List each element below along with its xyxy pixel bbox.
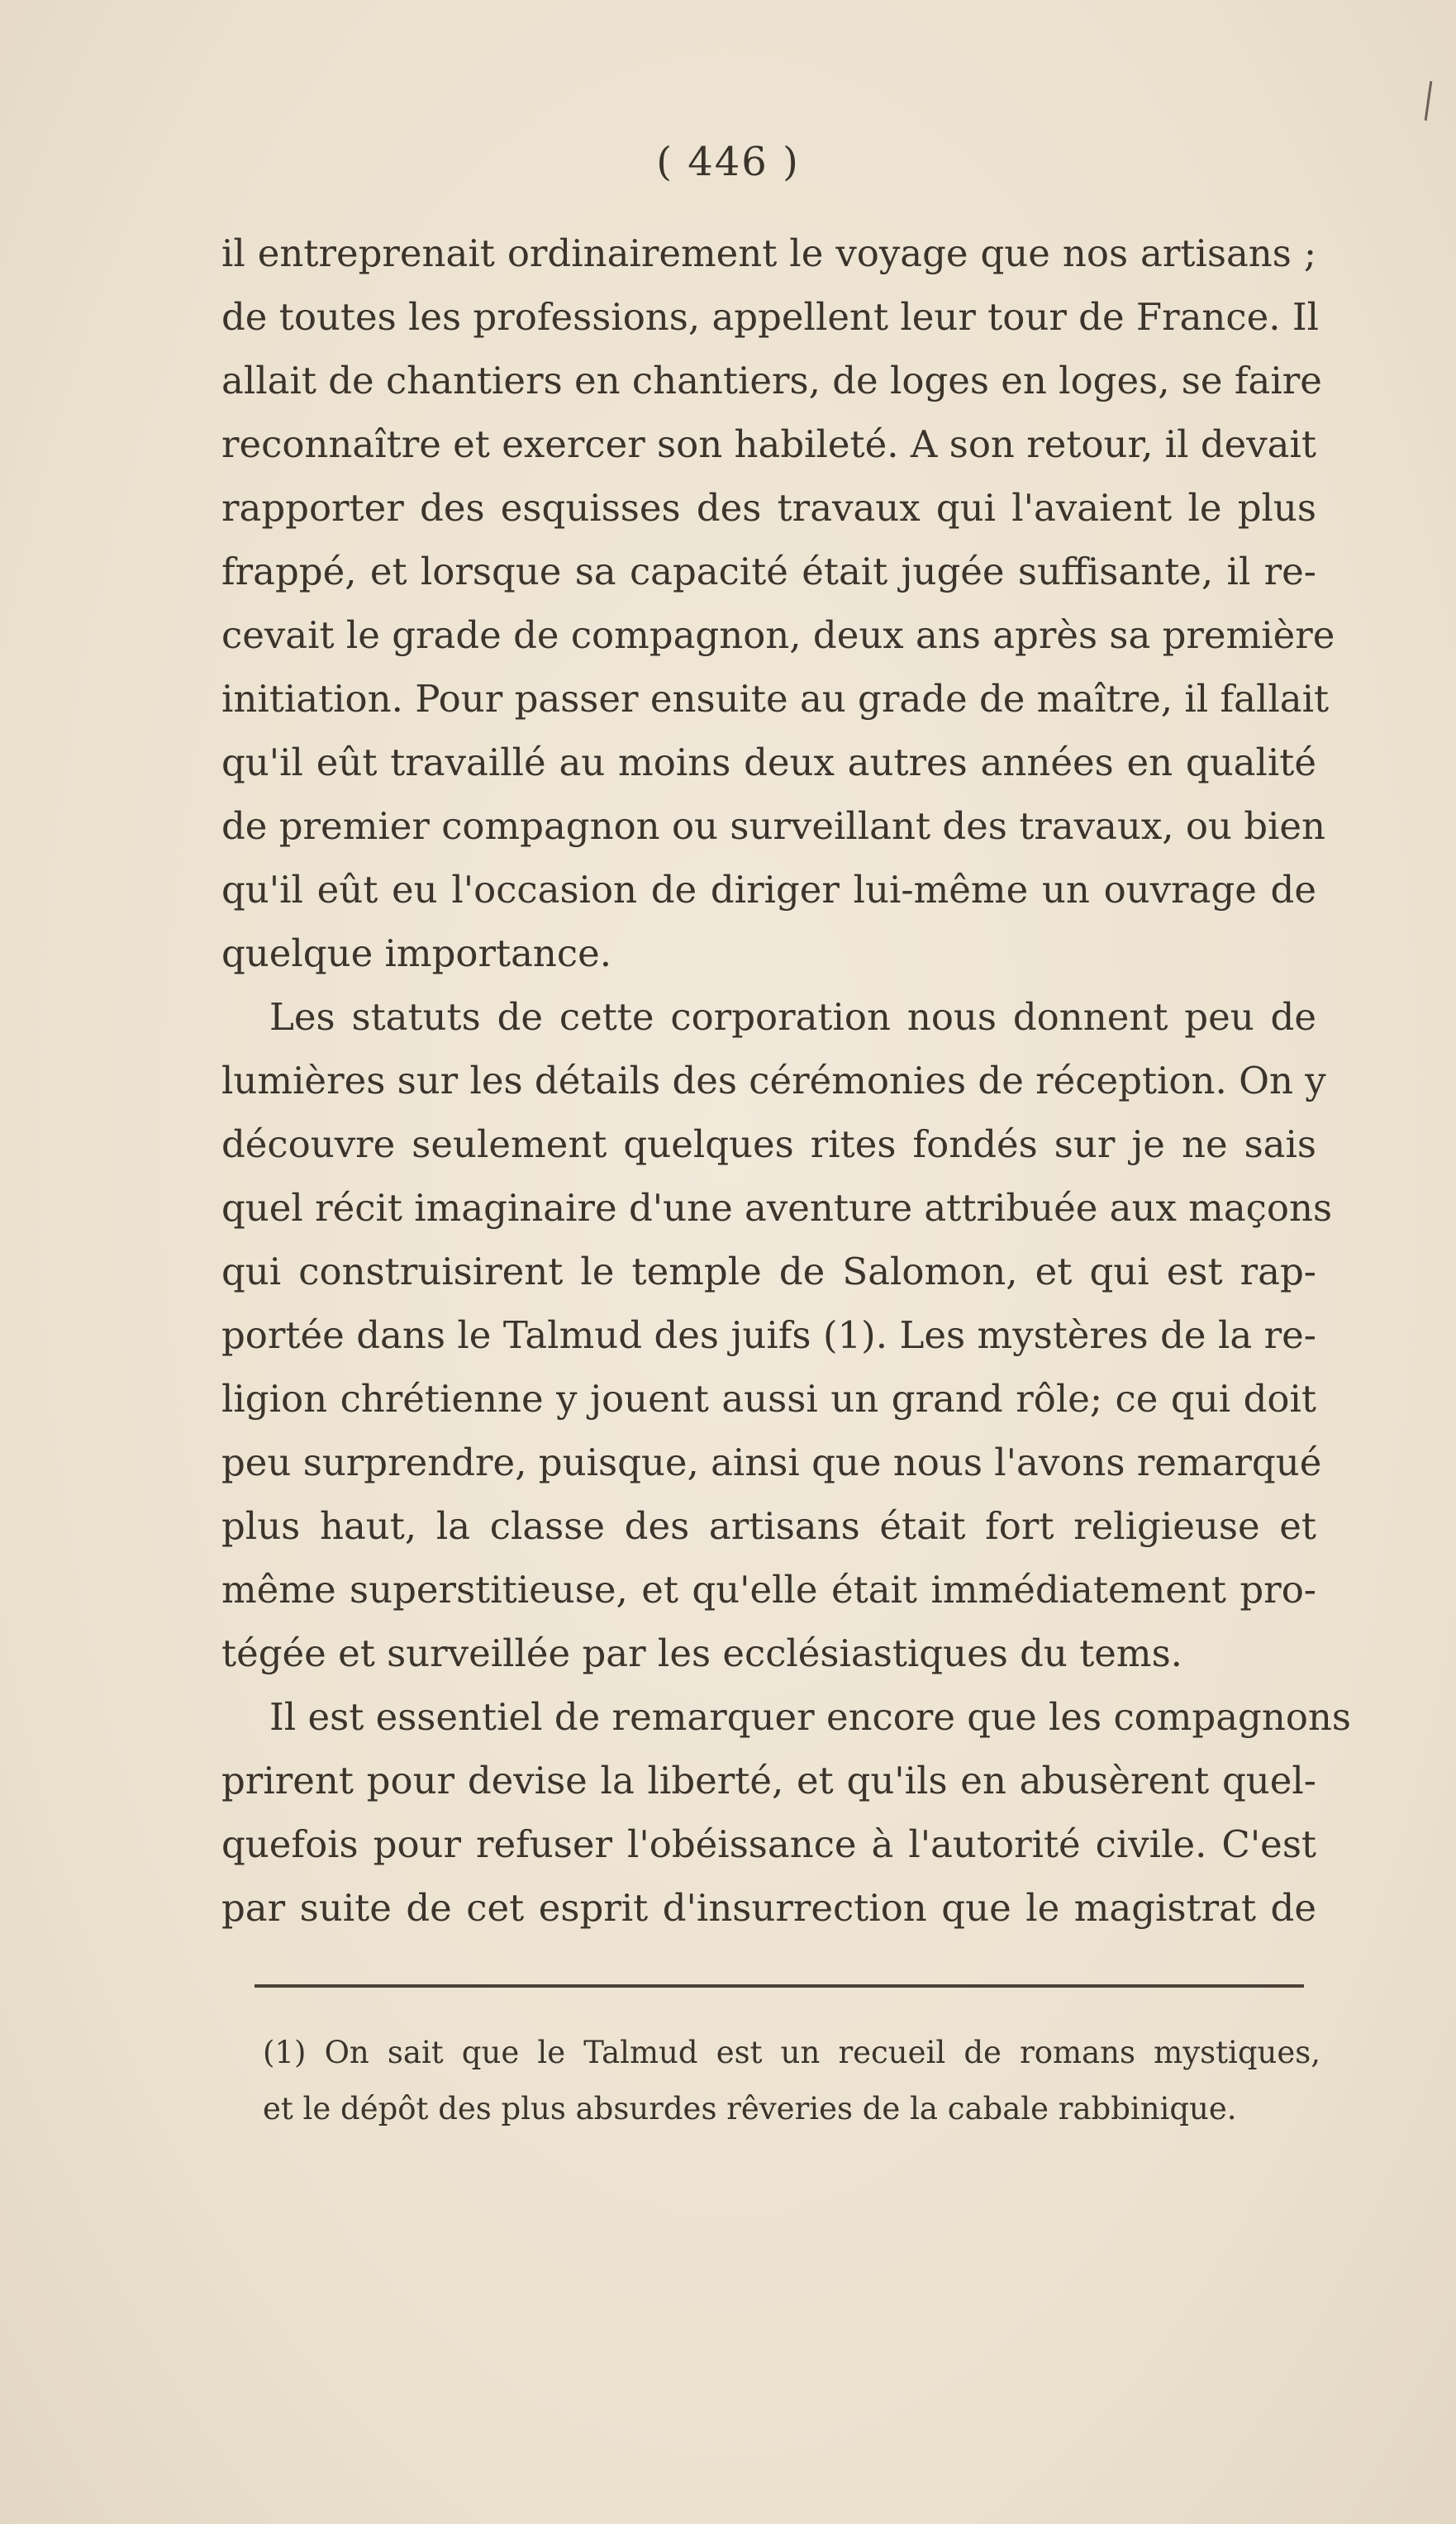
page-number: ( 446 ) (656, 139, 800, 185)
text-line: qu'il eût travaillé au moins deux autres années en qualité (221, 741, 1316, 784)
footnote-line: (1) On sait que le Talmud est un recueil de romans mystiques, (263, 2035, 1320, 2070)
main-text (221, 221, 1351, 1940)
text-line: qu'il eût eu l'occasion de diriger lui-même un ouvrage de (221, 868, 1316, 912)
text-line: découvre seulement quelques rites fondés sur je ne sais (221, 1122, 1316, 1166)
text-line: cevait le grade de compagnon, deux ans après sa première (221, 613, 1335, 657)
text-line: reconnaître et exercer son habileté. A son retour, il devait (221, 422, 1316, 466)
footnote-line: et le dépôt des plus absurdes rêveries de la cabale rabbinique. (263, 2091, 1237, 2126)
text-line: par suite de cet esprit d'insurrection que le magistrat de (221, 1886, 1316, 1930)
text-line: qui construisirent le temple de Salomon, et qui est rap- (221, 1250, 1316, 1293)
text-line: allait de chantiers en chantiers, de loges en loges, se faire (221, 359, 1322, 402)
text-line: tégée et surveillée par les ecclésiastiques du tems. (221, 1631, 1182, 1675)
text-line: frappé, et lorsque sa capacité était jugée suffisante, il re- (221, 550, 1316, 593)
text-line: lumières sur les détails des cérémonies de réception. On y (221, 1059, 1326, 1102)
text-line: ligion chrétienne y jouent aussi un grand rôle; ce qui doit (221, 1377, 1316, 1421)
text-line: même superstitieuse, et qu'elle était immédiatement pro- (221, 1568, 1316, 1612)
text-line: Les statuts de cette corporation nous donnent peu de (269, 995, 1316, 1039)
text-line: quelque importance. (221, 931, 612, 975)
text-line: Il est essentiel de remarquer encore que les compagnons (269, 1695, 1351, 1739)
text-line: quel récit imaginaire d'une aventure attribuée aux maçons (221, 1186, 1333, 1230)
text-line: portée dans le Talmud des juifs (1). Les mystères de la re- (221, 1313, 1316, 1357)
text-line: prirent pour devise la liberté, et qu'ils en abusèrent quel- (221, 1759, 1316, 1803)
text-line: de premier compagnon ou surveillant des travaux, ou bien (221, 804, 1326, 848)
text-line: rapporter des esquisses des travaux qui l'avaient le plus (221, 486, 1316, 530)
text-line: il entreprenait ordinairement le voyage que nos artisans ; (221, 231, 1316, 275)
text-line: initiation. Pour passer ensuite au grade de maître, il fallait (221, 677, 1330, 721)
text-line: de toutes les professions, appellent leur tour de France. Il (221, 295, 1320, 339)
text-line: peu surprendre, puisque, ainsi que nous l'avons remarqué (221, 1441, 1322, 1484)
footnote (263, 2025, 1320, 2137)
text-line: quefois pour refuser l'obéissance à l'autorité civile. C'est (221, 1822, 1316, 1866)
page-edge-mark (1425, 81, 1433, 121)
footnote-rule (255, 1984, 1304, 1988)
text-line: plus haut, la classe des artisans était fort religieuse et (221, 1504, 1316, 1548)
